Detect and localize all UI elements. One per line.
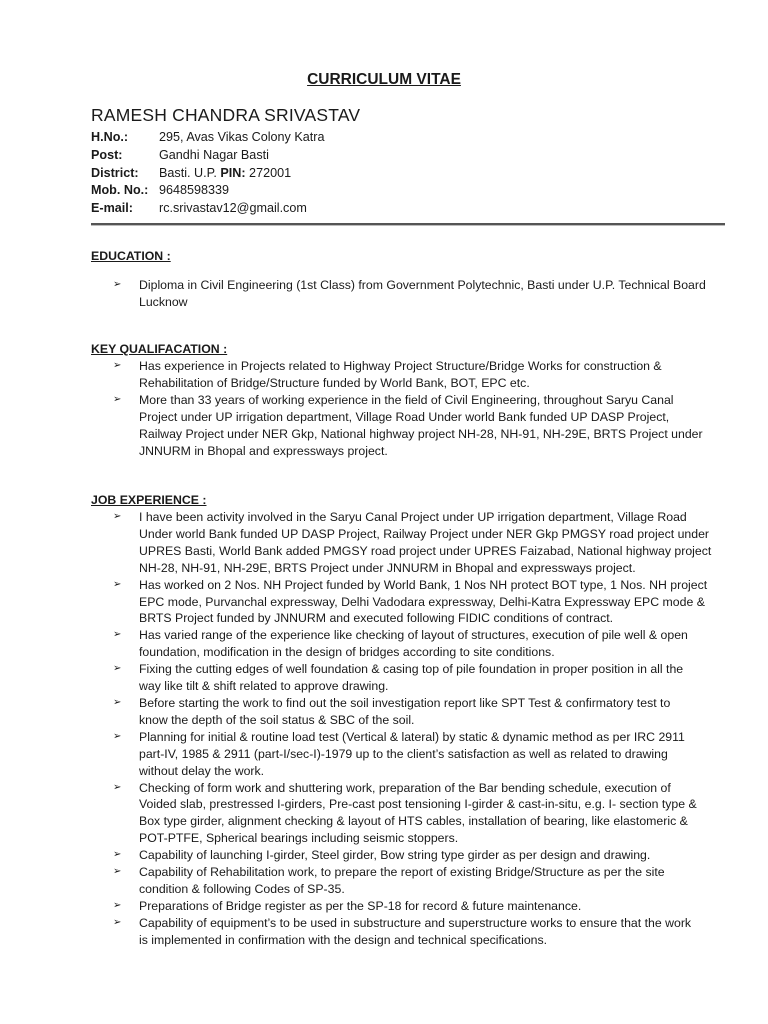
list-item-line: Capability of launching I-girder, Steel girder, Bow string type girder as per design and drawing. bbox=[139, 848, 651, 863]
list-item-line: Under world Bank funded UP DASP Project, Railway Project under NER Gkp PMGSY road project under bbox=[139, 526, 710, 541]
arrow-bullet-icon: ➢ bbox=[113, 849, 122, 861]
qualification-heading: KEY QUALIFACATION : bbox=[91, 342, 228, 356]
list-item-line: Capability of Rehabilitation work, to prepare the report of existing Bridge/Structure as per the site bbox=[139, 865, 665, 880]
list-item-line: Box type girder, alignment checking & layout of HTS cables, installation of bearing, like elastomeric & bbox=[139, 814, 688, 829]
email-address[interactable]: rc.srivastav12@gmail.com bbox=[159, 201, 307, 216]
list-item-line: Has worked on 2 Nos. NH Project funded by World Bank, 1 Nos NH protect BOT type, 1 Nos. NH project bbox=[139, 577, 708, 592]
arrow-bullet-icon: ➢ bbox=[113, 511, 122, 522]
experience-heading: JOB EXPERIENCE : bbox=[91, 493, 207, 507]
mobile-number: 9648598339 bbox=[159, 183, 230, 198]
list-item-line: way like tilt & shift related to approve drawing. bbox=[139, 679, 389, 694]
list-item-line: Voided slab, prestressed I-girders, Pre-cast post tensioning I-girder & cast-in-situ, e.g. I- section type & bbox=[139, 797, 697, 812]
list-item-line: Lucknow bbox=[139, 294, 188, 309]
list-item-line: without delay the work. bbox=[139, 763, 265, 778]
list-item bbox=[91, 392, 741, 460]
list-item bbox=[91, 695, 741, 729]
contact-label: E-mail: bbox=[91, 201, 133, 216]
list-item-line: Checking of form work and shuttering work, preparation of the Bar bending schedule, execution of bbox=[139, 780, 671, 795]
contact-label: H.No.: bbox=[91, 130, 129, 144]
list-item-line: JNNURM in Bhopal and expressways project. bbox=[139, 443, 388, 458]
list-item bbox=[91, 627, 741, 661]
arrow-bullet-icon: ➢ bbox=[113, 916, 122, 928]
arrow-bullet-icon: ➢ bbox=[113, 578, 122, 590]
list-item bbox=[91, 847, 741, 864]
arrow-bullet-icon: ➢ bbox=[113, 730, 122, 742]
list-item-line: Railway Project under NER Gkp, National highway project NH-28, NH-91, NH-29E, BRTS Project under bbox=[139, 426, 703, 441]
arrow-bullet-icon: ➢ bbox=[113, 781, 122, 793]
contact-row-email bbox=[91, 200, 324, 218]
arrow-bullet-icon: ➢ bbox=[113, 866, 122, 878]
contact-row-house bbox=[91, 129, 324, 147]
arrow-bullet-icon: ➢ bbox=[113, 663, 122, 675]
education-list bbox=[91, 277, 741, 311]
qualification-list bbox=[91, 358, 741, 459]
document-title: CURRICULUM VITAE bbox=[307, 71, 461, 88]
arrow-bullet-icon: ➢ bbox=[113, 696, 122, 708]
list-item-line: UPRES Basti, World Bank added PMGSY road project under UPRES Faizabad, National highway project bbox=[139, 543, 712, 558]
education-heading: EDUCATION : bbox=[91, 249, 171, 263]
list-item bbox=[91, 358, 741, 392]
list-item-line: NH-28, NH-91, NH-29E, BRTS Project under JNNURM in Bhopal and expressways project. bbox=[139, 560, 636, 575]
arrow-bullet-icon: ➢ bbox=[113, 279, 122, 290]
list-item-line: I have been activity involved in the Saryu Canal Project under UP irrigation department, Village Road bbox=[139, 510, 687, 524]
list-item-line: foundation, modification in the design of bridges according to site conditions. bbox=[139, 645, 555, 660]
list-item-line: EPC mode, Purvanchal expressway, Delhi Vadodara expressway, Delhi-Katra Expressway EPC mode & bbox=[139, 594, 705, 609]
list-item-line: Rehabilitation of Bridge/Structure funded by World Bank, BOT, EPC etc. bbox=[139, 375, 530, 390]
pin-value: 272001 bbox=[245, 165, 292, 180]
contact-row-district bbox=[91, 165, 324, 183]
contact-value bbox=[159, 165, 291, 183]
list-item-line: POT-PTFE, Spherical bearings including seismic stoppers. bbox=[139, 831, 459, 846]
contact-row-post bbox=[91, 147, 324, 165]
list-item-line: Fixing the cutting edges of well foundation & casing top of pile foundation in proper position in all the bbox=[139, 662, 684, 677]
list-item-line: part-IV, 1985 & 2911 (part-I/sec-I)-1979 up to the client’s satisfaction as well as related to drawing bbox=[139, 746, 668, 761]
list-item bbox=[91, 898, 741, 915]
list-item bbox=[91, 729, 741, 780]
arrow-bullet-icon: ➢ bbox=[113, 393, 122, 405]
list-item bbox=[91, 780, 741, 848]
list-item-line: BRTS Project funded by JNNURM and executed following FIDIC conditions of contract. bbox=[139, 611, 614, 626]
contact-label: District: bbox=[91, 165, 139, 180]
contact-row-mobile bbox=[91, 182, 324, 200]
contact-label: Mob. No.: bbox=[91, 183, 149, 198]
contact-block bbox=[91, 129, 324, 218]
list-item bbox=[91, 915, 741, 949]
contact-label: Post: bbox=[91, 147, 123, 162]
list-item-line: Has varied range of the experience like checking of layout of structures, execution of pile well & open bbox=[139, 628, 688, 643]
candidate-name: RAMESH CHANDRA SRIVASTAV bbox=[91, 105, 361, 125]
list-item-line: Before starting the work to find out the soil investigation report like SPT Test & confirmatory test to bbox=[139, 695, 671, 710]
header-divider bbox=[91, 223, 725, 225]
list-item-line: Has experience in Projects related to Highway Project Structure/Bridge Works for construction & bbox=[139, 359, 662, 373]
list-item-line: know the depth of the soil status & SBC of the soil. bbox=[139, 712, 415, 727]
list-item-line: Capability of equipment’s to be used in substructure and superstructure works to ensure that the work bbox=[139, 915, 692, 930]
arrow-bullet-icon: ➢ bbox=[113, 360, 122, 371]
arrow-bullet-icon: ➢ bbox=[113, 899, 122, 911]
list-item bbox=[91, 864, 741, 898]
contact-value: 295, Avas Vikas Colony Katra bbox=[159, 130, 325, 144]
district-value: Basti. U.P. bbox=[159, 165, 221, 180]
list-item-line: condition & following Codes of SP-35. bbox=[139, 881, 345, 896]
list-item-line: Preparations of Bridge register as per the SP-18 for record & future maintenance. bbox=[139, 898, 582, 913]
list-item-line: Planning for initial & routine load test (Vertical & lateral) by static & dynamic method as per IRC 2911 bbox=[139, 729, 685, 744]
list-item-line: More than 33 years of working experience in the field of Civil Engineering, throughout Saryu Canal bbox=[139, 392, 674, 407]
pin-label: PIN: bbox=[220, 165, 246, 180]
list-item-line: Diploma in Civil Engineering (1st Class) from Government Polytechnic, Basti under U.P. Technical Board bbox=[139, 278, 706, 292]
contact-value: Gandhi Nagar Basti bbox=[159, 147, 269, 162]
list-item-line: Project under UP irrigation department, Village Road Under world Bank funded UP DASP Project, bbox=[139, 409, 670, 424]
arrow-bullet-icon: ➢ bbox=[113, 629, 122, 641]
list-item bbox=[91, 277, 741, 311]
list-item bbox=[91, 661, 741, 695]
list-item bbox=[91, 509, 741, 577]
list-item bbox=[91, 577, 741, 628]
list-item-line: is implemented in confirmation with the design and technical specifications. bbox=[139, 932, 548, 947]
experience-list bbox=[91, 509, 741, 949]
